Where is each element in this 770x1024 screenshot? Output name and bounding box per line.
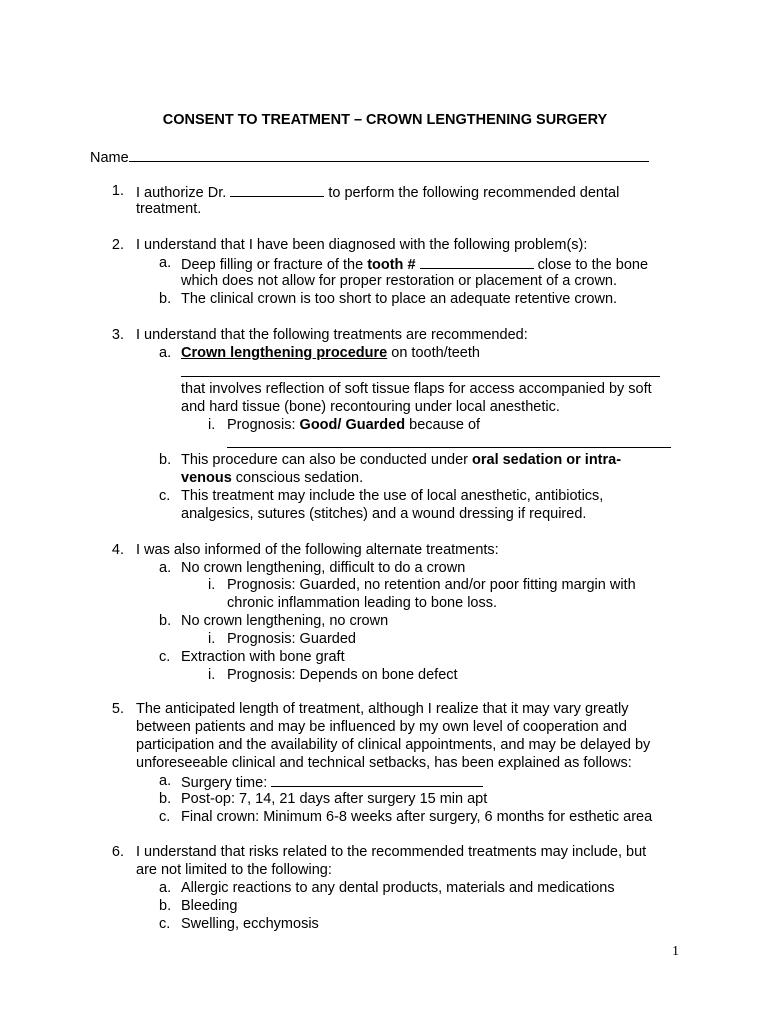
surgery-time-blank <box>271 772 483 787</box>
name-blank <box>129 147 649 162</box>
item-5b-label: b. <box>159 791 172 807</box>
item-4ci-label: i. <box>208 667 216 683</box>
item-3a-bold: Crown lengthening procedure <box>181 345 388 361</box>
item-6-text1: I understand that risks related to the recommended treatments may include, but <box>136 844 647 860</box>
item-2b-text: The clinical crown is too short to place an adequate retentive crown. <box>181 291 618 307</box>
item-4ci-text: Prognosis: Depends on bone defect <box>227 667 458 683</box>
prognosis-because: because of <box>409 417 481 433</box>
item-2a-post: close to the bone <box>537 257 649 273</box>
item-3a-cont2: and hard tissue (bone) recontouring under local anesthetic. <box>181 399 560 415</box>
item-6b-label: b. <box>159 898 172 914</box>
item-1-text-post: to perform the following recommended dental <box>328 185 620 201</box>
item-4c-label: c. <box>159 649 171 665</box>
item-5b-text: Post-op: 7, 14, 21 days after surgery 15 min apt <box>181 791 488 807</box>
item-3b-line <box>181 451 621 469</box>
surgery-time-label: Surgery time: <box>181 775 268 791</box>
item-3b-post: conscious sedation. <box>235 470 364 486</box>
item-3c-label: c. <box>159 488 171 504</box>
item-3b-line2 <box>181 469 363 487</box>
item-6a-text: Allergic reactions to any dental products, materials and medications <box>181 880 615 896</box>
item-5a-line <box>181 772 483 792</box>
name-label: Name <box>90 150 129 166</box>
item-3-text: I understand that the following treatments are recommended: <box>136 327 528 343</box>
doctor-name-blank <box>230 182 324 197</box>
item-5-text2: between patients and may be influenced by my own level of cooperation and <box>136 719 627 735</box>
prognosis-label: Prognosis: <box>227 417 296 433</box>
name-field <box>90 147 649 167</box>
tooth-number-blank <box>420 254 534 269</box>
document-title: CONSENT TO TREATMENT – CROWN LENGTHENING SURGERY <box>162 112 608 128</box>
item-1-text-pre: I authorize Dr. <box>136 185 227 201</box>
item-3c-text1: This treatment may include the use of local anesthetic, antibiotics, <box>181 488 604 504</box>
item-1-line <box>136 182 619 202</box>
item-5-text1: The anticipated length of treatment, although I realize that it may vary greatly <box>136 701 629 717</box>
item-4bi-text: Prognosis: Guarded <box>227 631 356 647</box>
prognosis-guarded: Guarded <box>345 417 406 433</box>
item-6c-label: c. <box>159 916 171 932</box>
prognosis-reason-blank <box>227 433 671 448</box>
item-4a-text: No crown lengthening, difficult to do a crown <box>181 560 466 576</box>
item-5c-text: Final crown: Minimum 6-8 weeks after surgery, 6 months for esthetic area <box>181 809 653 825</box>
item-4a-label: a. <box>159 560 172 576</box>
item-1-number: 1. <box>111 183 124 199</box>
item-3b-bold1: oral sedation or intra- <box>472 452 622 468</box>
item-3ai-line <box>227 416 480 434</box>
item-4ai-text1: Prognosis: Guarded, no retention and/or poor fitting margin with <box>227 577 636 593</box>
prognosis-slash: / <box>337 417 342 433</box>
item-4-text: I was also informed of the following alternate treatments: <box>136 542 499 558</box>
item-2a-bold: tooth # <box>367 257 416 273</box>
tooth-teeth-blank <box>181 362 660 377</box>
item-3ai-label: i. <box>208 417 216 433</box>
item-6c-text: Swelling, ecchymosis <box>181 916 319 932</box>
item-2-text: I understand that I have been diagnosed with the following problem(s): <box>136 237 588 253</box>
item-4b-label: b. <box>159 613 172 629</box>
item-2a-cont: which does not allow for proper restoration or placement of a crown. <box>181 273 618 289</box>
item-3a-cont1: that involves reflection of soft tissue flaps for access accompanied by soft <box>181 381 652 397</box>
item-6-text2: are not limited to the following: <box>136 862 332 878</box>
item-1-cont: treatment. <box>136 201 202 217</box>
item-5c-label: c. <box>159 809 171 825</box>
item-4ai-label: i. <box>208 577 216 593</box>
item-4ai-text2: chronic inflammation leading to bone loss. <box>227 595 498 611</box>
item-2a-label: a. <box>159 255 172 271</box>
item-5-number: 5. <box>111 701 124 717</box>
item-2a-line <box>181 254 648 274</box>
item-6-number: 6. <box>111 844 124 860</box>
item-3ai-blank-line <box>227 433 671 453</box>
page-number: 1 <box>672 944 679 959</box>
item-2-number: 2. <box>111 237 124 253</box>
item-5-text4: unforeseeable clinical and technical setbacks, has been explained as follows: <box>136 755 632 771</box>
item-2b-label: b. <box>159 291 172 307</box>
item-4-number: 4. <box>111 542 124 558</box>
item-2a-pre: Deep filling or fracture of the <box>181 257 364 273</box>
item-5a-label: a. <box>159 773 172 789</box>
prognosis-good: Good <box>299 417 338 433</box>
item-3a-line <box>181 344 480 362</box>
item-3-number: 3. <box>111 327 124 343</box>
item-3a-tooth-line <box>181 362 660 382</box>
item-3b-pre: This procedure can also be conducted under <box>181 452 468 468</box>
item-4b-text: No crown lengthening, no crown <box>181 613 389 629</box>
item-3b-bold2: venous <box>181 470 232 486</box>
item-3a-label: a. <box>159 345 172 361</box>
item-3c-text2: analgesics, sutures (stitches) and a wound dressing if required. <box>181 506 587 522</box>
item-3a-post: on tooth/teeth <box>391 345 480 361</box>
item-4c-text: Extraction with bone graft <box>181 649 345 665</box>
item-6a-label: a. <box>159 880 172 896</box>
item-6b-text: Bleeding <box>181 898 238 914</box>
item-4bi-label: i. <box>208 631 216 647</box>
item-5-text3: participation and the availability of clinical appointments, and may be delayed by <box>136 737 651 753</box>
item-3b-label: b. <box>159 452 172 468</box>
